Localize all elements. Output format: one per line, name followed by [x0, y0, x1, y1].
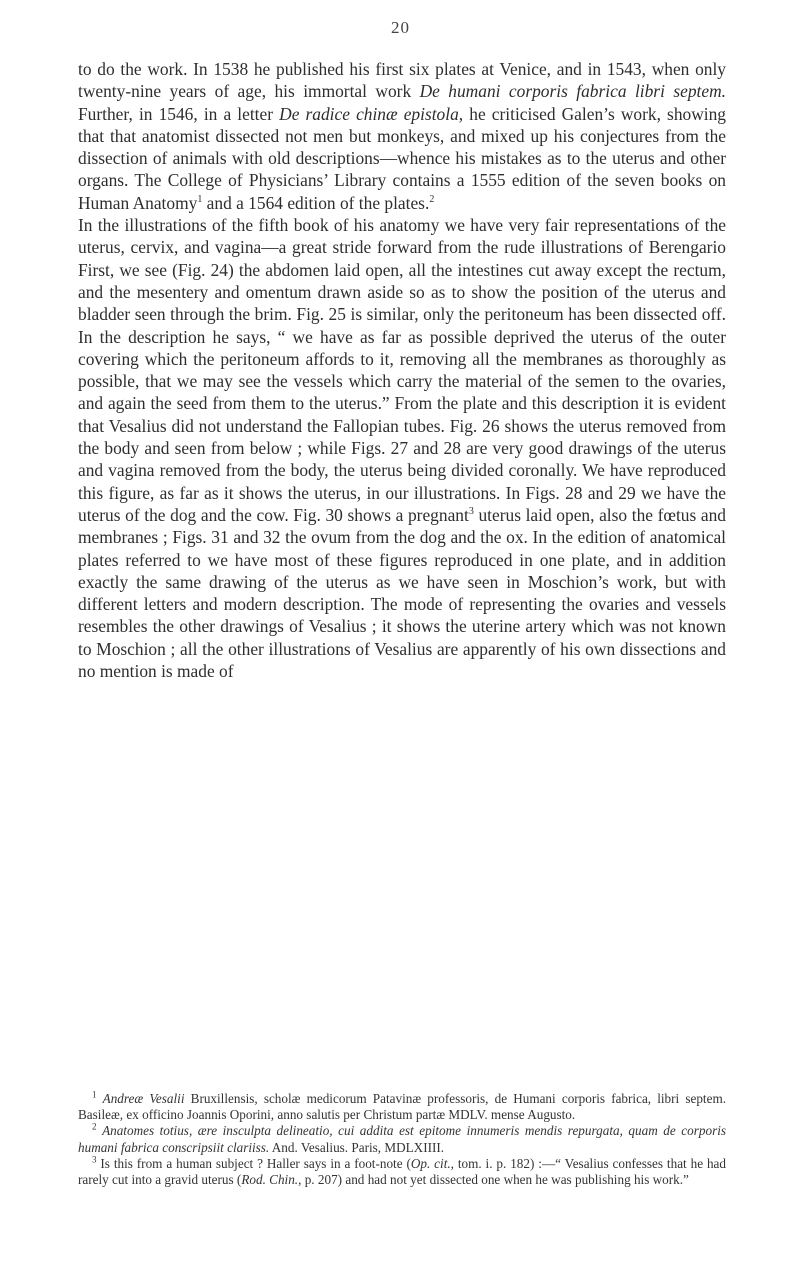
paragraph-1-text-b: Further, in 1546, in a letter — [78, 103, 280, 124]
book-title-radice-chinae: De radice chinæ epistola, — [279, 103, 464, 124]
paragraph-2 — [78, 214, 726, 682]
book-title-fabrica: De humani corporis fabrica libri septem. — [419, 81, 726, 102]
page-number: 20 — [391, 18, 410, 37]
footnote-3-text-b: , tom. i. p. 182) :—“ Vesalius confesses that he had rarely cut into a gravid uterus ( — [78, 1155, 726, 1188]
footnote-3-text-a: Is this from a human subject ? Haller says in a foot-note ( — [100, 1155, 411, 1171]
footnote-2-marker: 2 — [92, 1122, 97, 1133]
main-text — [78, 58, 726, 682]
footnote-1-text: Bruxillensis, scholæ medicorum Patavinæ professoris, de Humani corporis fabrica, libri septem. Basileæ, ex officino Joannis Oporini, anno salutis per Christum partæ MDLV. mense Augusto. — [78, 1091, 727, 1123]
footnotes — [78, 1091, 726, 1188]
footnote-3 — [78, 1156, 726, 1188]
footnote-3-text-c: , p. 207) and had not yet dissected one when he was publishing his work.” — [298, 1172, 689, 1188]
paragraph-1-text-c: he criticised Galen’s work, showing that that anatomist dissected not men but monkeys, and mixed up his conjectures from the dissection of animals with old descriptions—whence his mistakes as to the uterus and other organs. The College of Physicians’ Library contains a 1555 edition of the seven books on Human Anatomy — [78, 103, 726, 213]
footnote-2-title: Anatomes totius, ære insculpta delineatio, cui addita est epitome innumeris mendis repurgata, quam de corporis humani fabrica conscripsiit clariiss. — [78, 1123, 726, 1155]
footnote-2 — [78, 1123, 726, 1155]
paragraph-2-text-a: In the illustrations of the fifth book of his anatomy we have very fair representations of the uterus, cervix, and vagina—a great stride forward from the rude illustrations of Berengario First, we see (Fig. 24) the abdomen laid open, all the intestines cut away except the rectum, and the mesentery and omentum drawn aside so as to show the position of the uterus and bladder seen through the brim. Fig. 25 is similar, only the peritoneum has been dissected off. In the description he says, “ we have as far as possible deprived the uterus of the outer covering which the peritoneum affords to it, removing all the membranes as thoroughly as possible, that we may see the vessels which carry the material of the semen to the ovaries, and again the seed from them to the uterus.” From the plate and this description it is evident that Vesalius did not understand the Fallopian tubes. Fig. 26 shows the uterus removed from the body and seen from below ; while Figs. 27 and 28 are very good drawings of the uterus and vagina removed from the body, the uterus being divided coronally. We have reproduced this figure, as far as it shows the uterus, in our illustrations. In Figs. 28 and 29 we have the uterus of the dog and the cow. Fig. 30 shows a pregnant — [78, 215, 726, 525]
paragraph-1-text-d: and a 1564 edition of the plates. — [202, 192, 430, 213]
footnote-3-citation-1: Op. cit. — [410, 1155, 451, 1171]
footnote-ref-2[interactable]: 2 — [429, 193, 435, 205]
footnote-ref-1[interactable]: 1 — [197, 193, 203, 205]
footnote-2-text: And. Vesalius. Paris, MDLXIIII. — [269, 1139, 445, 1155]
paragraph-1-text-a: to do the work. In 1538 he published his first six plates at Venice, and in 1543, when only twenty-nine years of age, his immortal work — [78, 59, 726, 102]
footnote-1-marker: 1 — [92, 1089, 97, 1100]
footnote-1-author: Andreæ Vesalii — [102, 1091, 185, 1106]
paragraph-2-text-b: uterus laid open, also the fœtus and membranes ; Figs. 31 and 32 the ovum from the dog and the ox. In the edition of anatomical plates referred to we have most of these figures reproduced in one plate, and in addition exactly the same drawing of the uterus as we have seen in Moschion’s work, but with different letters and modern description. The mode of representing the ovaries and vessels resembles the other drawings of Vesalius ; it shows the uterine artery which was not known to Moschion ; all the other illustrations of Vesalius are apparently of his own dissections and no mention is made of — [78, 504, 727, 682]
footnote-3-marker: 3 — [92, 1154, 97, 1165]
footnote-1 — [78, 1091, 726, 1123]
paragraph-1 — [78, 58, 726, 214]
footnote-3-citation-2: Rod. Chin. — [241, 1172, 299, 1188]
footnote-ref-3[interactable]: 3 — [468, 506, 474, 518]
